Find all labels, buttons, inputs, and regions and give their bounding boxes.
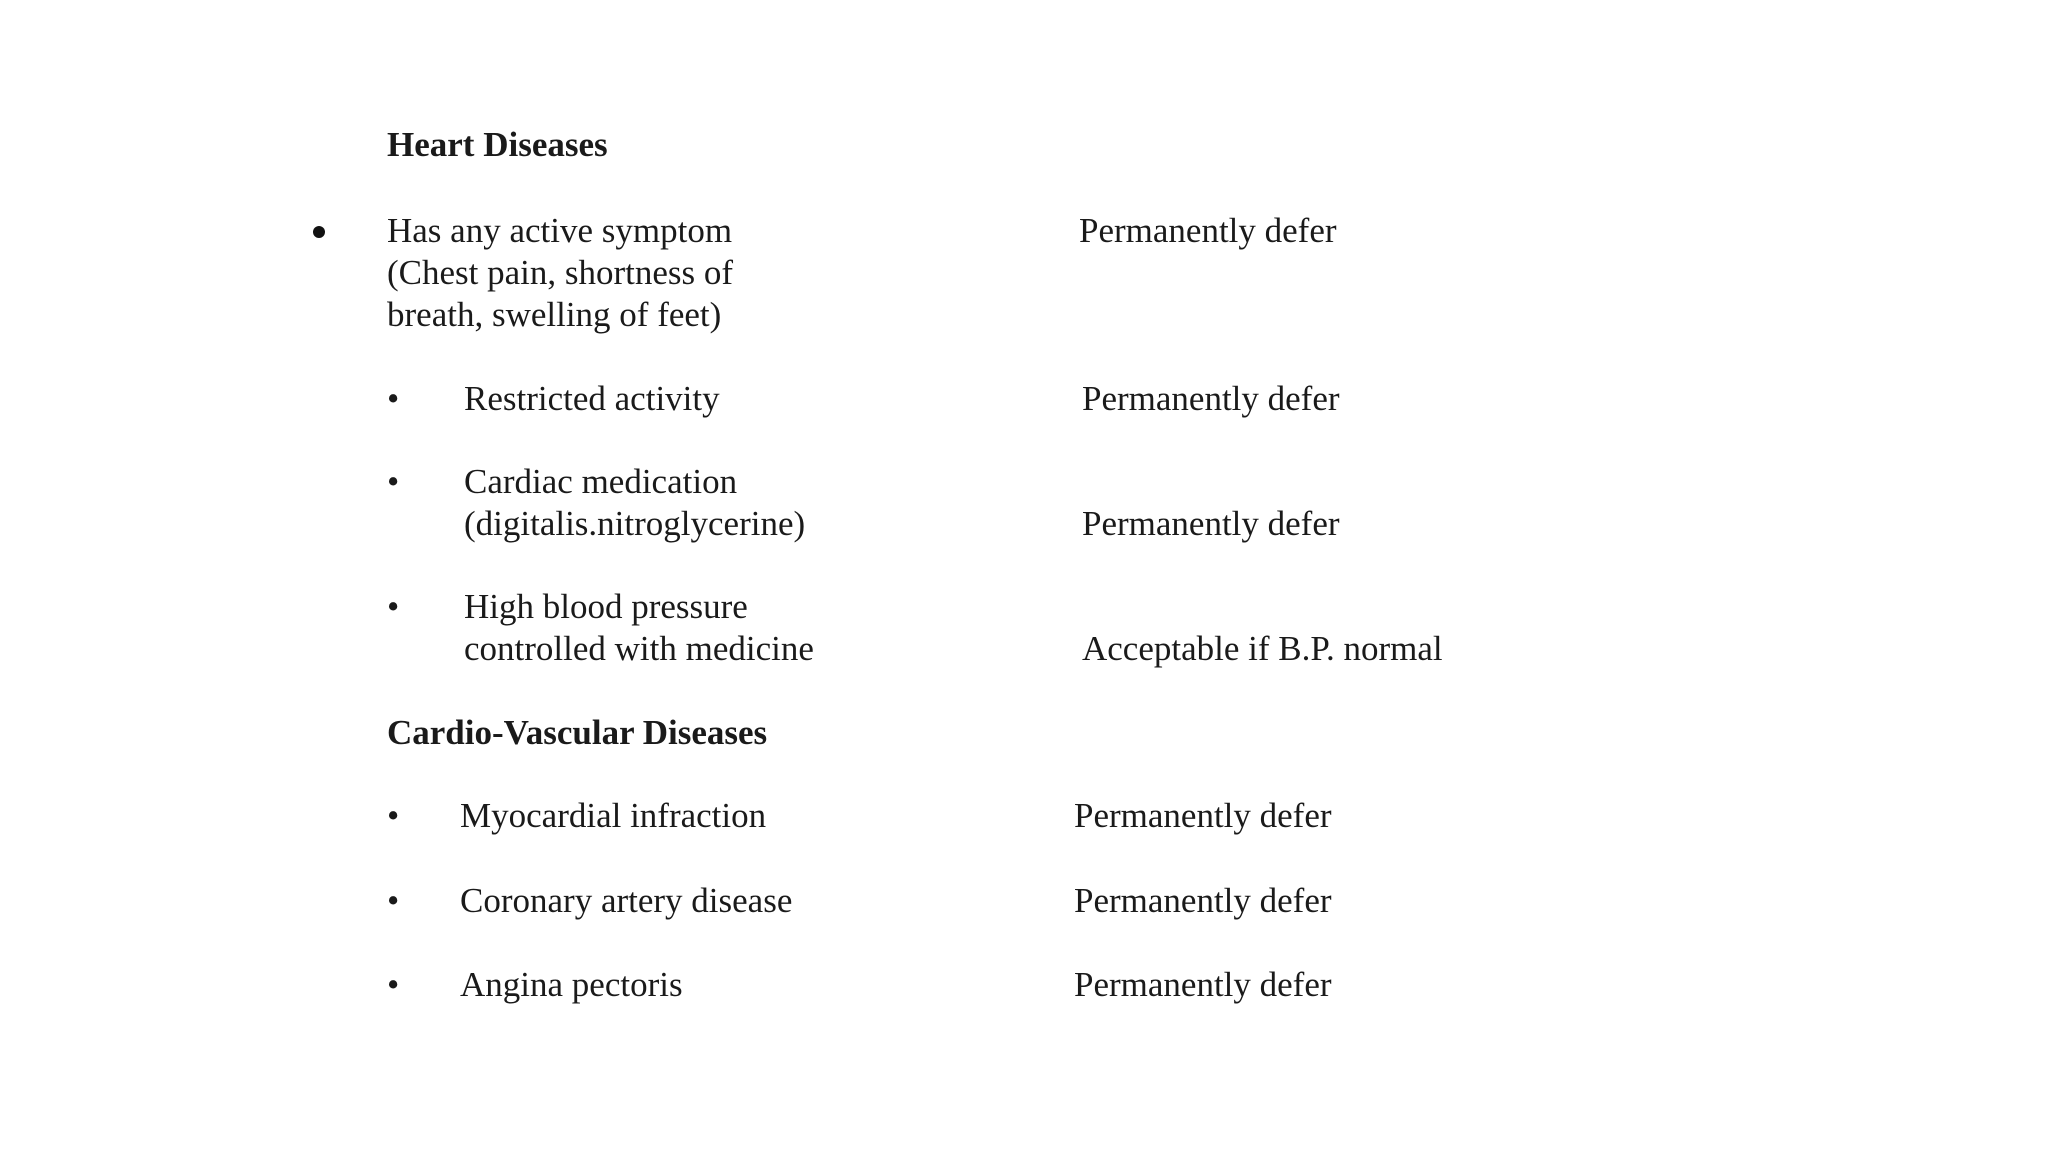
condition-line: (Chest pain, shortness of [387,253,734,292]
condition-line: Coronary artery disease [460,881,793,920]
section-heading-heart-diseases: Heart Diseases [387,125,608,164]
condition-line: Myocardial infraction [460,796,767,835]
condition-high-blood-pressure [464,586,814,670]
outcome-active-symptom: Permanently defer [1079,211,1337,250]
condition-line: Restricted activity [464,379,720,418]
outcome-restricted-activity: Permanently defer [1082,379,1340,418]
bullet-dot: • [387,379,400,418]
bullet-dot: • [387,965,400,1004]
condition-line: breath, swelling of feet) [387,295,722,334]
bullet-dot: • [387,796,400,835]
bullet-dot [313,226,325,238]
outcome-cardiac-medication: Permanently defer [1082,504,1340,543]
section-heading-cardio-vascular-diseases: Cardio-Vascular Diseases [387,713,768,752]
outcome-high-blood-pressure: Acceptable if B.P. normal [1082,629,1443,668]
bullet-dot: • [387,462,400,501]
condition-line: controlled with medicine [464,629,814,668]
outcome-coronary-artery-disease: Permanently defer [1074,881,1332,920]
condition-line: Angina pectoris [460,965,683,1004]
condition-myocardial-infraction [460,795,766,837]
condition-angina-pectoris [460,964,683,1006]
outcome-myocardial-infraction: Permanently defer [1074,796,1332,835]
condition-line: (digitalis.nitroglycerine) [464,504,806,543]
condition-restricted-activity [464,378,720,420]
condition-coronary-artery-disease [460,880,792,922]
condition-cardiac-medication [464,461,805,545]
bullet-dot: • [387,881,400,920]
condition-line: Cardiac medication [464,462,738,501]
condition-active-symptom [387,210,733,336]
condition-line: Has any active symptom [387,211,733,250]
condition-line: High blood pressure [464,587,748,626]
bullet-dot: • [387,587,400,626]
outcome-angina-pectoris: Permanently defer [1074,965,1332,1004]
